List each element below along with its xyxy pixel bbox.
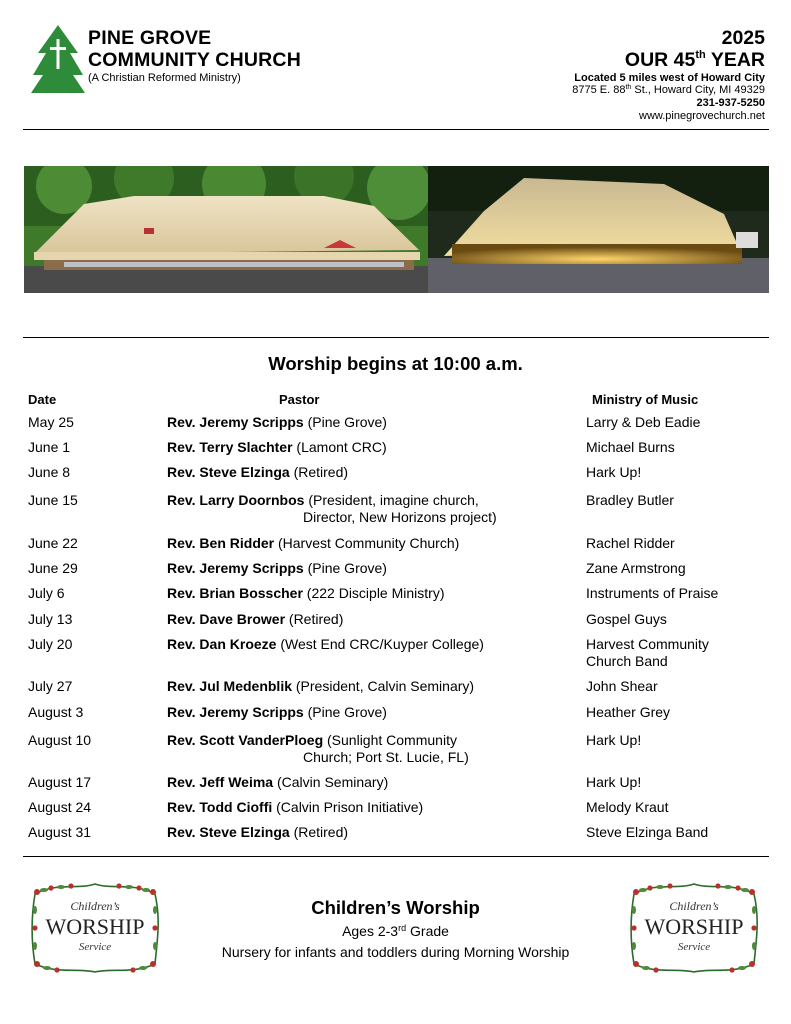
- pastor-affiliation: (Pine Grove): [303, 560, 387, 576]
- row-date: June 22: [28, 535, 78, 551]
- row-date: July 13: [28, 611, 73, 627]
- row-music: Rachel Ridder: [586, 535, 675, 551]
- address-sup: th: [625, 84, 632, 91]
- address-post: St., Howard City, MI 49329: [631, 84, 765, 96]
- row-date: August 17: [28, 774, 92, 790]
- address-pre: 8775 E. 88: [572, 84, 626, 96]
- pastor-affiliation: (Retired): [289, 464, 349, 480]
- row-date: July 6: [28, 585, 65, 601]
- pastor-affiliation: (President, Calvin Seminary): [292, 678, 475, 694]
- column-header-pastor: Pastor: [279, 392, 320, 407]
- pine-tree-cross-icon: [30, 23, 86, 95]
- row-music: Larry & Deb Eadie: [586, 414, 701, 430]
- pastor-name: Rev. Brian Bosscher: [167, 585, 303, 601]
- location-line: Located 5 miles west of Howard City: [574, 72, 765, 84]
- church-affiliation: (A Christian Reformed Ministry): [88, 72, 241, 84]
- row-pastor: [167, 464, 567, 481]
- row-pastor: [167, 636, 567, 653]
- pastor-name: Rev. Jeremy Scripps: [167, 560, 304, 576]
- anniversary: [625, 49, 765, 72]
- church-name-line1: PINE GROVE: [88, 27, 212, 49]
- row-music: John Shear: [586, 678, 658, 694]
- pastor-affiliation: (Lamont CRC): [292, 439, 387, 455]
- anniversary-prefix: OUR 45: [624, 49, 696, 71]
- row-pastor: [167, 492, 567, 526]
- row-music: Bradley Butler: [586, 492, 674, 508]
- banner-divider: [23, 337, 769, 338]
- badge-line2: WORSHIP: [45, 914, 145, 939]
- worship-heading: Worship begins at 10:00 a.m.: [268, 353, 523, 374]
- pastor-affiliation: (Retired): [289, 824, 349, 840]
- row-pastor: [167, 824, 567, 841]
- column-header-music: Ministry of Music: [592, 392, 699, 407]
- badge-line3: Service: [78, 941, 112, 953]
- row-date: June 8: [28, 464, 71, 480]
- pastor-affiliation: (Calvin Prison Initiative): [272, 799, 424, 815]
- pastor-affiliation: (222 Disciple Ministry): [302, 585, 445, 601]
- day-tent-photo: [24, 166, 431, 293]
- pastor-name: Rev. Larry Doornbos: [167, 492, 305, 508]
- ages-sup: rd: [398, 923, 407, 933]
- row-date: July 20: [28, 636, 73, 652]
- row-pastor: [167, 585, 567, 602]
- website-link[interactable]: www.pinegrovechurch.net: [639, 110, 765, 122]
- music-line1: Harvest Community: [586, 636, 709, 652]
- row-music: Instruments of Praise: [586, 585, 719, 601]
- badge-line2: WORSHIP: [644, 914, 744, 939]
- row-pastor: [167, 439, 567, 456]
- pastor-affiliation-cont: Director, New Horizons project): [303, 509, 497, 525]
- row-date: August 10: [28, 732, 92, 748]
- row-music: Hark Up!: [586, 464, 642, 480]
- row-date: May 25: [28, 414, 74, 430]
- row-pastor: [167, 560, 567, 577]
- music-line2: Church Band: [586, 653, 668, 669]
- row-music: Melody Kraut: [586, 799, 669, 815]
- ages-pre: Ages 2-3: [342, 923, 399, 939]
- row-pastor: [167, 678, 567, 695]
- pastor-name: Rev. Todd Cioffi: [167, 799, 273, 815]
- pastor-name: Rev. Jeremy Scripps: [167, 414, 304, 430]
- row-date: July 27: [28, 678, 73, 694]
- column-header-date: Date: [28, 392, 57, 407]
- pastor-affiliation: (Retired): [285, 611, 344, 627]
- row-music: Gospel Guys: [586, 611, 667, 627]
- row-music: Hark Up!: [586, 732, 642, 748]
- badge-line3: Service: [677, 941, 711, 953]
- childrens-worship-title: Children’s Worship: [311, 897, 480, 918]
- pastor-name: Rev. Jul Medenblik: [167, 678, 292, 694]
- row-music: Zane Armstrong: [586, 560, 686, 576]
- pastor-affiliation-cont: Church; Port St. Lucie, FL): [303, 749, 469, 765]
- row-date: August 24: [28, 799, 92, 815]
- row-pastor: [167, 704, 567, 721]
- row-date: August 3: [28, 704, 84, 720]
- header-divider: [23, 129, 769, 130]
- tent-photo-banner: [24, 166, 769, 293]
- pastor-name: Rev. Steve Elzinga: [167, 464, 290, 480]
- nursery-note: Nursery for infants and toddlers during Morning Worship: [221, 944, 570, 960]
- row-pastor: [167, 611, 567, 628]
- row-date: June 1: [28, 439, 71, 455]
- anniversary-sup: th: [695, 49, 706, 61]
- row-music: Michael Burns: [586, 439, 675, 455]
- pastor-name: Rev. Scott VanderPloeg: [167, 732, 324, 748]
- row-music: Heather Grey: [586, 704, 671, 720]
- row-music: Steve Elzinga Band: [586, 824, 709, 840]
- pastor-affiliation: (Sunlight Community: [323, 732, 457, 748]
- phone-number: 231-937-5250: [696, 97, 765, 109]
- pastor-affiliation: (Pine Grove): [303, 414, 387, 430]
- pastor-name: Rev. Jeremy Scripps: [167, 704, 304, 720]
- row-date: August 31: [28, 824, 92, 840]
- ages-post: Grade: [406, 923, 449, 939]
- row-pastor: [167, 535, 567, 552]
- badge-line1: Children’s: [669, 899, 719, 913]
- pastor-affiliation: (Harvest Community Church): [274, 535, 460, 551]
- badge-line1: Children’s: [70, 899, 120, 913]
- pastor-affiliation: (Pine Grove): [303, 704, 387, 720]
- year: 2025: [721, 27, 765, 49]
- pastor-name: Rev. Dan Kroeze: [167, 636, 277, 652]
- row-pastor: [167, 774, 567, 791]
- night-tent-photo: [428, 166, 769, 293]
- row-pastor: [167, 414, 567, 431]
- row-music: Hark Up!: [586, 774, 642, 790]
- row-pastor: [167, 799, 567, 816]
- row-date: June 29: [28, 560, 78, 576]
- row-date: June 15: [28, 492, 78, 508]
- row-music: [586, 636, 771, 670]
- pastor-affiliation: (President, imagine church,: [304, 492, 479, 508]
- church-name-line2: COMMUNITY CHURCH: [88, 49, 301, 71]
- pastor-affiliation: (Calvin Seminary): [273, 774, 389, 790]
- row-pastor: [167, 732, 567, 766]
- childrens-worship-badge: [626, 880, 762, 976]
- address-line: [572, 84, 765, 96]
- anniversary-suffix: YEAR: [705, 49, 765, 71]
- pastor-name: Rev. Jeff Weima: [167, 774, 274, 790]
- pastor-name: Rev. Terry Slachter: [167, 439, 293, 455]
- schedule-divider: [23, 856, 769, 857]
- pastor-name: Rev. Ben Ridder: [167, 535, 275, 551]
- pastor-affiliation: (West End CRC/Kuyper College): [276, 636, 484, 652]
- pastor-name: Rev. Dave Brower: [167, 611, 286, 627]
- pastor-name: Rev. Steve Elzinga: [167, 824, 290, 840]
